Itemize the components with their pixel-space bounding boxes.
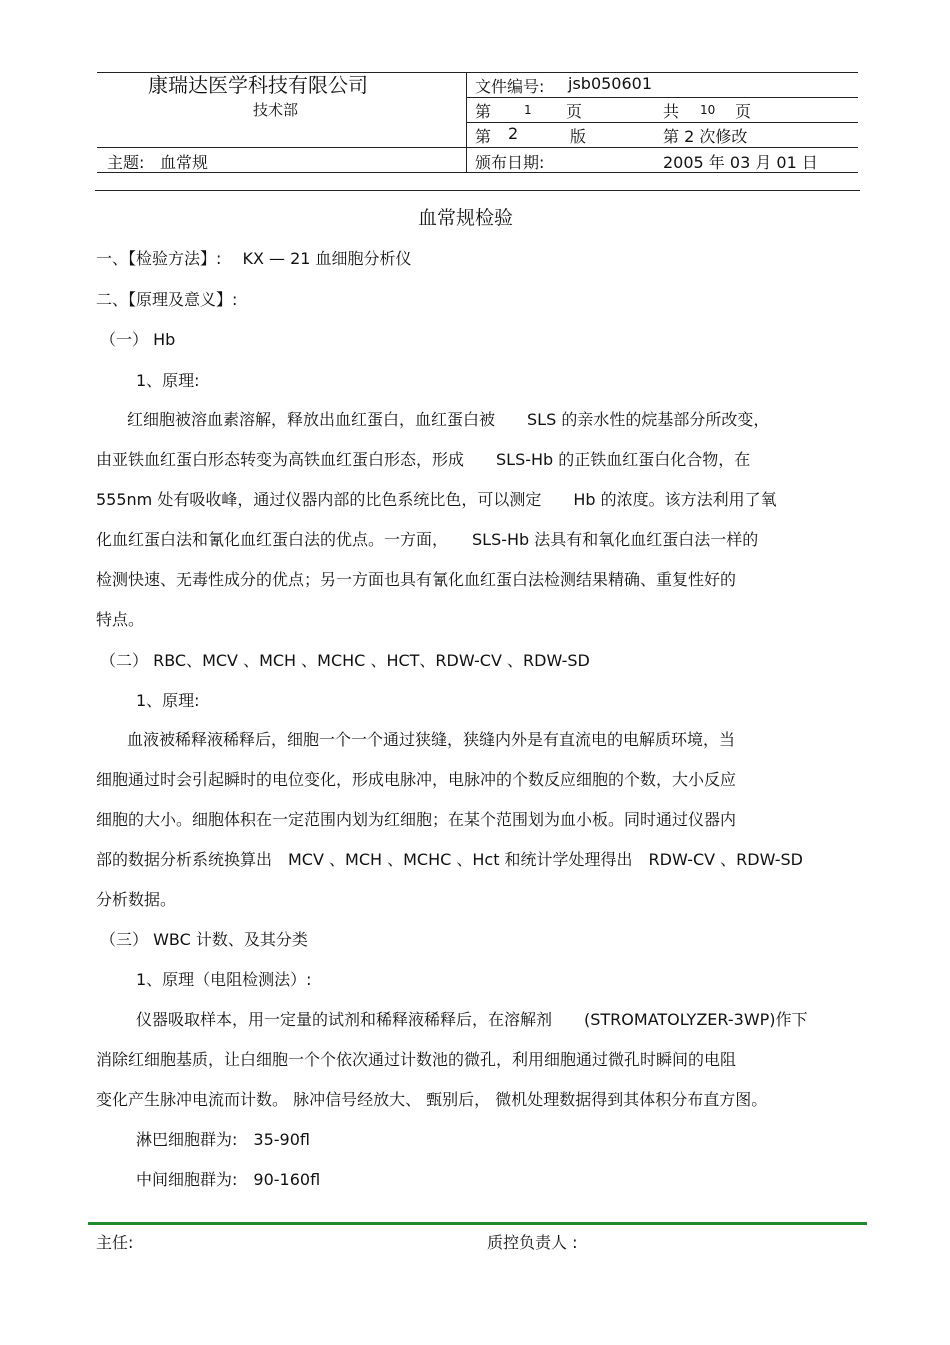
mid-cell-range: 中间细胞群为: 90-160fl (136, 1170, 321, 1189)
file-number-value: jsb050601 (568, 74, 653, 93)
lymphocyte-range: 淋巴细胞群为: 35-90fl (136, 1130, 310, 1149)
paragraph-line: 特点。 (96, 610, 145, 629)
paragraph-line: 555nm 处有吸收峰，通过仪器内部的比色系统比色，可以测定 Hb 的浓度。该方法利用了氧 (96, 490, 777, 509)
hb-principle-label: 1、原理: (136, 371, 200, 390)
edition-suffix: 版 (570, 127, 587, 146)
section-method: 一、【检验方法】: KX — 21 血细胞分析仪 (96, 249, 412, 268)
department-name: 技术部 (253, 101, 299, 119)
paragraph-line: 细胞通过时会引起瞬时的电位变化，形成电脉冲，电脉冲的个数反应细胞的个数，大小反应 (96, 770, 737, 789)
subject-label: 主题: (107, 153, 145, 172)
file-number-label: 文件编号: (475, 77, 545, 96)
paragraph-line: 消除红细胞基质，让白细胞一个个依次通过计数池的微孔，利用细胞通过微孔时瞬间的电阻 (96, 1050, 737, 1069)
section-principle-heading: 二、【原理及意义】: (96, 290, 238, 309)
company-name: 康瑞达医学科技有限公司 (148, 73, 368, 97)
edition-prefix: 第 (475, 127, 492, 146)
subsection-hb: （一） Hb (100, 330, 176, 349)
qc-responsible-label: 质控负责人 : (487, 1233, 578, 1252)
revision-text: 第 2 次修改 (663, 127, 748, 146)
page-suffix: 页 (566, 102, 583, 121)
edition-number: 2 (508, 124, 519, 143)
paragraph-line: 细胞的大小。细胞体积在一定范围内划为红细胞；在某个范围划为血小板。同时通过仪器内 (96, 810, 737, 829)
subsection-rbc: （二） RBC、MCV 、MCH 、MCHC 、HCT、RDW-CV 、RDW-SD (100, 651, 590, 670)
paragraph-line: 部的数据分析系统换算出 MCV 、MCH 、MCHC 、Hct 和统计学处理得出 RDW-CV 、RDW-SD (96, 850, 804, 869)
paragraph-line: 血液被稀释液稀释后，细胞一个一个通过狭缝，狭缝内外是有直流电的电解质环境，当 (127, 730, 736, 749)
header-row-rule-3 (97, 147, 858, 148)
wbc-principle-label: 1、原理（电阻检测法）: (136, 970, 312, 989)
page-prefix: 第 (475, 102, 492, 121)
paragraph-line: 红细胞被溶血素溶解，释放出血红蛋白，血红蛋白被 SLS 的亲水性的烷基部分所改变， (127, 410, 770, 429)
issue-date-value: 2005 年 03 月 01 日 (663, 153, 818, 172)
paragraph-line: 分析数据。 (96, 890, 177, 909)
director-label: 主任: (96, 1233, 134, 1252)
header-bottom-rule (95, 190, 860, 191)
page-number: 1 (524, 103, 532, 117)
paragraph-line: 由亚铁血红蛋白形态转变为高铁血红蛋白形态，形成 SLS-Hb 的正铁血红蛋白化合物，在 (96, 450, 751, 469)
paragraph-line: 检测快速、无毒性成分的优点；另一方面也具有氰化血红蛋白法检测结果精确、重复性好的 (96, 570, 737, 589)
header-row-rule-1 (466, 97, 858, 98)
header-column-divider (466, 72, 467, 172)
rbc-principle-label: 1、原理: (136, 691, 200, 710)
subject-value: 血常规 (160, 153, 209, 172)
total-suffix: 页 (735, 102, 752, 121)
total-pages: 10 (700, 103, 716, 117)
issue-date-label: 颁布日期: (475, 153, 545, 172)
subsection-wbc: （三） WBC 计数、及其分类 (100, 930, 308, 949)
paragraph-line: 化血红蛋白法和氰化血红蛋白法的优点。一方面， SLS-Hb 法具有和氧化血红蛋白法一样的 (96, 530, 759, 549)
document-title: 血常规检验 (418, 207, 514, 229)
paragraph-line: 仪器吸取样本，用一定量的试剂和稀释液稀释后，在溶解剂 (STROMATOLYZER-3WP)作下 (136, 1010, 808, 1029)
total-prefix: 共 (663, 102, 680, 121)
paragraph-line: 变化产生脉冲电流而计数。 脉冲信号经放大、 甄别后， 微机处理数据得到其体积分布直方图。 (96, 1090, 768, 1109)
header-row-rule-2 (466, 122, 858, 123)
footer-rule (88, 1222, 867, 1225)
